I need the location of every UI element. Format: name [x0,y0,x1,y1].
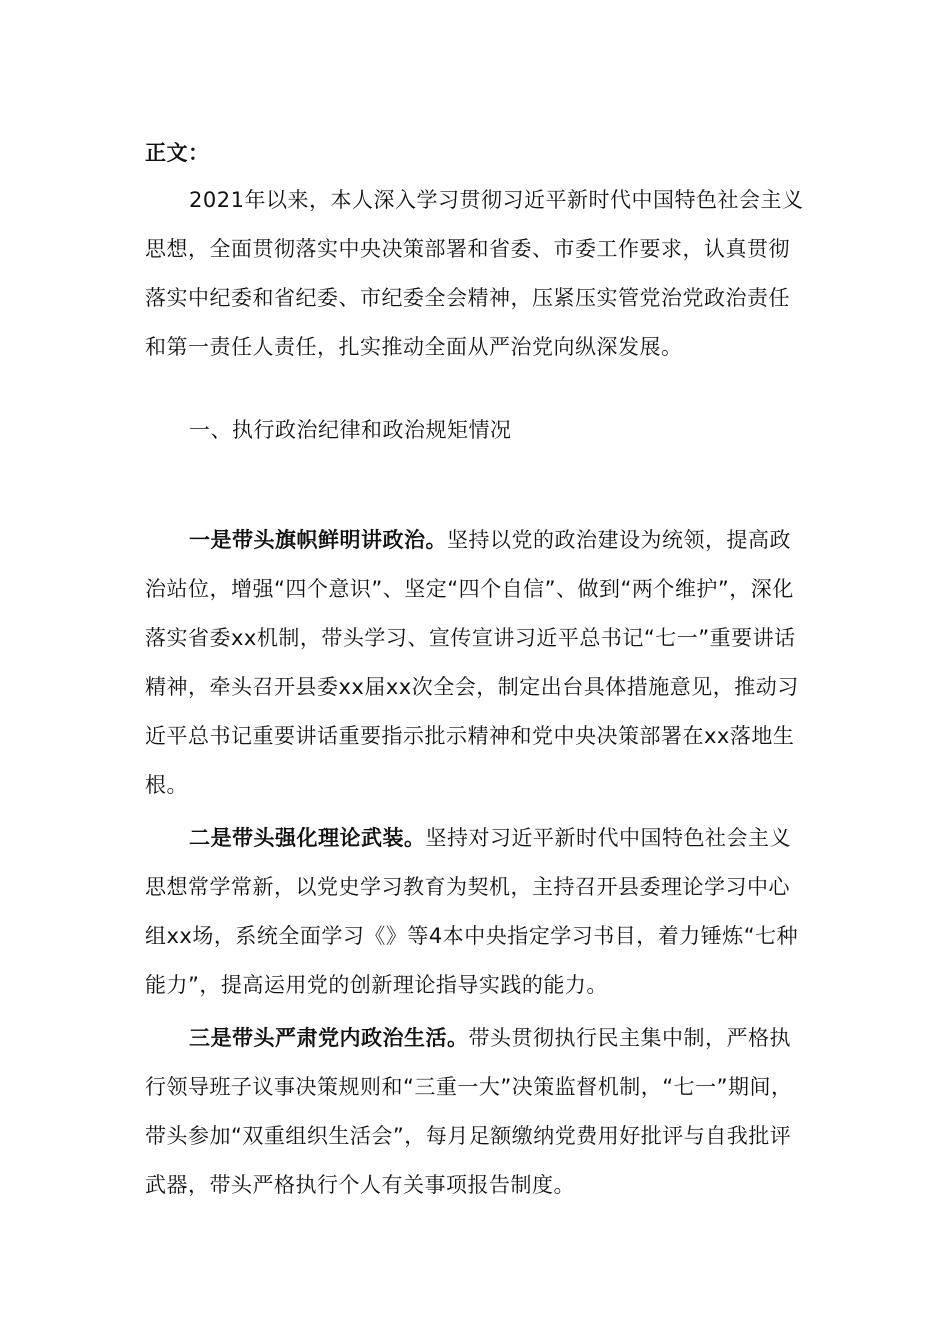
paragraph-1-body: 坚持以党的政治建设为统领，提高政治站位，增强“四个意识”、坚定“四个自信”、做到“两个维护”，深化落实省委xx机制，带头学习、宣传宣讲习近平总书记“七一”重要讲话精神，牵头召开县委xx届xx次全会，制定出台具体措施意见，推动习近平总书记重要讲话重要指示批示精神和党中央决策部署在xx落地生根。 [145,528,799,797]
paragraph-2 [145,814,805,1010]
body-label: 正文： [145,141,210,165]
paragraph-1-lead: 一是带头旗帜鲜明讲政治。 [189,528,447,552]
paragraph-1 [145,516,805,810]
paragraph-3-lead: 三是带头严肃党内政治生活。 [189,1026,469,1050]
section-heading: 一、执行政治纪律和政治规矩情况 [189,418,512,442]
paragraph-2-lead: 二是带头强化理论武装。 [189,826,426,850]
paragraph-3 [145,1014,805,1210]
intro-paragraph: 2021年以来，本人深入学习贯彻习近平新时代中国特色社会主义思想，全面贯彻落实中央决策部署和省委、市委工作要求，认真贯彻落实中纪委和省纪委、市纪委全会精神，压紧压实管党治党政治责任和第一责任人责任，扎实推动全面从严治党向纵深发展。 [145,188,804,359]
paragraph-3-body: 带头贯彻执行民主集中制，严格执行领导班子议事决策规则和“三重一大”决策监督机制，“七一”期间，带头参加“双重组织生活会”，每月足额缴纳党费用好批评与自我批评武器，带头严格执行个人有关事项报告制度。 [145,1026,793,1197]
paragraph-2-body: 坚持对习近平新时代中国特色社会主义思想常学常新，以党史学习教育为契机，主持召开县委理论学习中心组xx场，系统全面学习《》等4本中央指定学习书目，着力锤炼“七种能力”，提高运用党的创新理论指导实践的能力。 [145,826,799,997]
